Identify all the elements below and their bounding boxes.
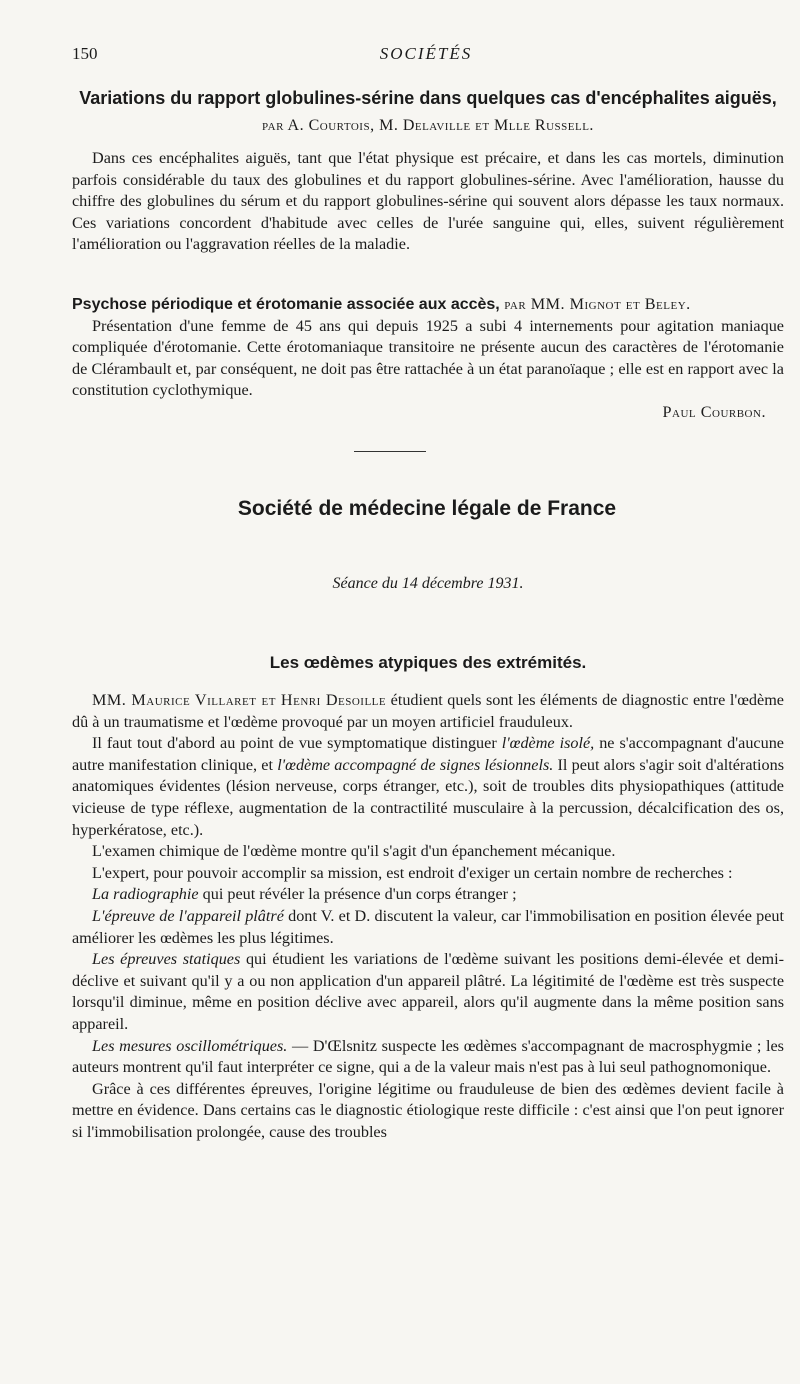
page-number: 150: [72, 44, 98, 63]
article-3-paragraph-2: Il faut tout d'abord au point de vue symptomatique distinguer l'œdème isolé, ne s'accompagnant d'aucune autre manifestation clinique, et l'œdème accompagné de signes lésionnels. Il peut alors s'agir soit d'altérations anatomiques évidentes (lésion nerveuse, corps étranger, etc.), soit de troubles dits physiopathiques (attitude vicieuse de type réflexe, augmentation de la contractilité musculaire à la percussion, décalcification des os, hyperkératose, etc.).: [72, 734, 784, 839]
article-2-signature: Paul Courbon.: [662, 402, 766, 421]
article-3-paragraph-4: L'expert, pour pouvoir accomplir sa mission, est endroit d'exiger un certain nombre de recherches :: [92, 863, 733, 882]
article-1-heading: [72, 86, 784, 138]
session-date: Séance du 14 décembre 1931.: [332, 575, 524, 592]
article-3-paragraph-5: La radiographie qui peut révéler la présence d'un corps étranger ;: [92, 885, 517, 904]
article-2-body: Présentation d'une femme de 45 ans qui depuis 1925 a subi 4 internements pour agitation maniaque compliquée d'érotomanie. Cette érotomaniaque transitoire ne présente aucun des caractères de l'érotomanie de Clérambault et, par conséquent, ne doit pas être rattachée à un état paranoïaque ; elle est en rapport avec la constitution cyclothymique.: [72, 316, 784, 400]
page-header: [72, 44, 780, 70]
article-1-title: Variations du rapport globulines-sérine dans quelques cas d'encéphalites aiguës,: [79, 88, 777, 108]
article-3-paragraph-6: L'épreuve de l'appareil plâtré dont V. et D. discutent la valeur, car l'immobilisation en position élevée peut améliorer les œdèmes les plus légitimes.: [72, 906, 785, 947]
article-2-title: Psychose périodique et érotomanie associée aux accès,: [72, 296, 500, 313]
article-3-paragraph-1: MM. Maurice Villaret et Henri Desoille étudient quels sont les éléments de diagnostic entre l'œdème dû à un traumatisme et l'œdème provoqué par un moyen artificiel frauduleux.: [72, 691, 784, 731]
article-3-body: [72, 690, 784, 1143]
article-2: [72, 294, 784, 424]
article-2-heading: [72, 294, 784, 316]
article-1-authors: par A. Courtois, M. Delaville et Mlle Russell.: [262, 117, 594, 134]
article-3-title: Les œdèmes atypiques des extrémités.: [269, 653, 587, 672]
society-title: Société de médecine légale de France: [237, 497, 617, 520]
article-1: [72, 86, 784, 256]
article-3-paragraph-7: Les épreuves statiques qui étudient les variations de l'œdème suivant les positions demi-élevée et demi-déclive et suivant qu'il y a ou non application d'un appareil plâtré. La légitimité de l'œdème est très suspecte lorsqu'il diminue, même en position déclive avec appareil, alors qu'il augmente dans la même position sans appareil.: [72, 950, 784, 1033]
article-2-authors: par MM. Mignot et Beley.: [499, 295, 691, 313]
article-3-paragraph-8: Les mesures oscillométriques. — D'Œlsnitz suspecte les œdèmes s'accompagnant de macrosphygmie ; les auteurs montrent qu'il faut interpréter ce signe, qui a de la valeur mais n'est pas à lui seul pathognomonique.: [72, 1036, 784, 1077]
article-1-body: Dans ces encéphalites aiguës, tant que l'état physique est précaire, et dans les cas mortels, diminution parfois considérable du taux des globulines et du rapport globulines-sérine. Avec l'amélioration, hausse du chiffre des globulines du sérum et du rapport globulines-sérine qui souvent alors dépasse les taux normaux. Ces variations concordent d'habitude avec celles de l'urée sanguine qui, elles, suivent régulièrement l'amélioration ou l'aggravation réelles de la maladie.: [72, 149, 784, 254]
article-3-paragraph-3: L'examen chimique de l'œdème montre qu'il s'agit d'un épanchement mécanique.: [92, 842, 616, 861]
article-3-paragraph-9: Grâce à ces différentes épreuves, l'origine légitime ou frauduleuse de bien des œdèmes devient facile à mettre en évidence. Dans certains cas le diagnostic étiologique reste difficile : c'est ainsi que l'on peut ignorer si l'immobilisation prolongée, cause des troubles: [72, 1079, 784, 1141]
section-divider: [354, 451, 426, 452]
running-title: SOCIÉTÉS: [379, 44, 473, 63]
article-3-authors: MM. Maurice Villaret et Henri Desoille: [92, 691, 387, 709]
